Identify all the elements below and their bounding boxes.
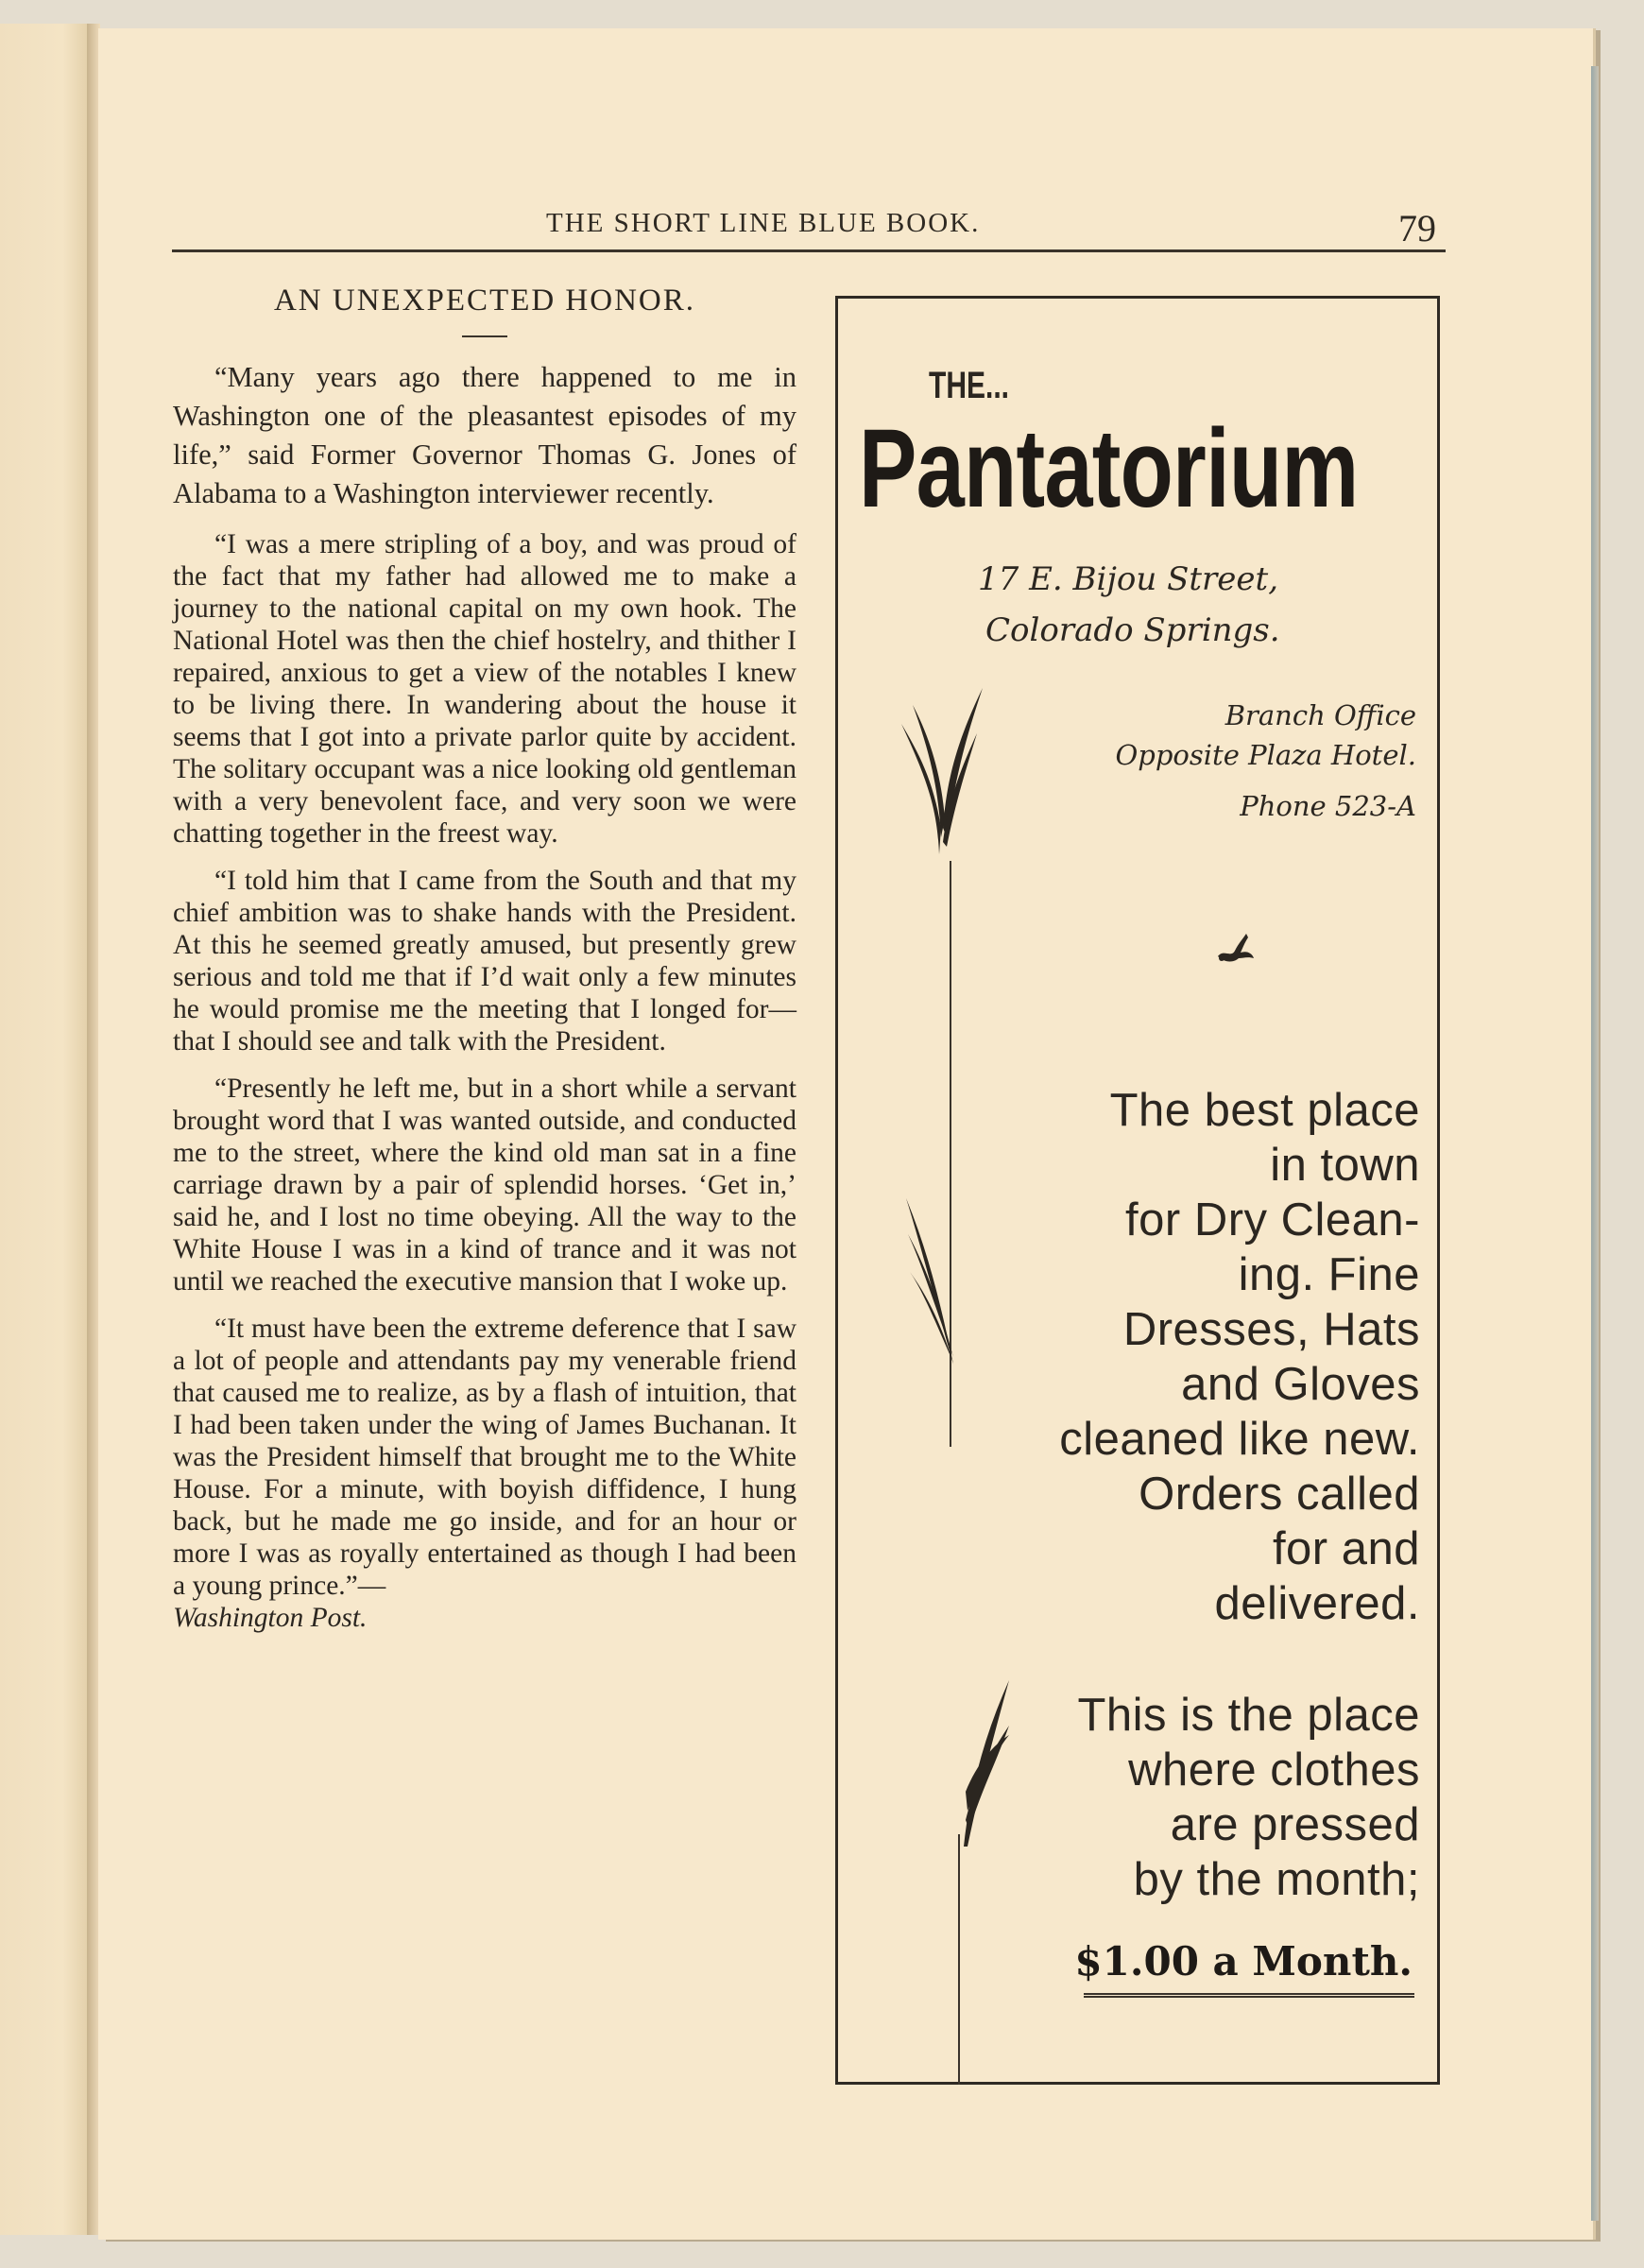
ad-the-label: THE... bbox=[929, 365, 1010, 406]
ad-body-cleaning bbox=[1004, 1083, 1420, 1631]
ad-body-line: delivered. bbox=[1214, 1578, 1420, 1629]
ad-body-line: for Dry Clean- bbox=[1125, 1194, 1420, 1246]
ornament-icon bbox=[1214, 930, 1256, 966]
ad-phone: Phone 523-A bbox=[1240, 790, 1416, 822]
leaf-spray-icon bbox=[899, 686, 985, 856]
article-source: Washington Post. bbox=[173, 1603, 368, 1633]
page-number: 79 bbox=[1398, 207, 1436, 249]
price-double-rule bbox=[1084, 1993, 1414, 1998]
page-stack-edge bbox=[1591, 66, 1599, 2221]
ad-body-line: The best place bbox=[1109, 1085, 1420, 1136]
ad-body-line: Dresses, Hats bbox=[1122, 1304, 1420, 1355]
ad-body-line: for and bbox=[1272, 1523, 1420, 1574]
header-rule bbox=[172, 249, 1446, 252]
left-page-edge bbox=[0, 24, 90, 2235]
leaf-spray-icon bbox=[904, 1196, 961, 1366]
ad-branch bbox=[1116, 696, 1416, 775]
article-paragraph: “Presently he left me, but in a short while a servant brought word that I was wanted outside, and conducted me to the street, where the kind old man sat in a fine carriage drawn by a pair of splendid horses. ‘Get in,’ said he, and I lost no time obeying. All the way to the White House I was in a kind of trance and it was not until we reached the executive mansion that I woke up. bbox=[173, 1074, 796, 1297]
ad-branch-line2: Opposite Plaza Hotel. bbox=[1115, 739, 1416, 771]
ad-address-line1: 17 E. Bijou Street, bbox=[978, 560, 1279, 598]
advertisement-box bbox=[835, 296, 1440, 2085]
ad-body-line: in town bbox=[1270, 1140, 1420, 1191]
ad-body-pressing bbox=[1004, 1688, 1420, 1907]
ad-body-line: where clothes bbox=[1128, 1744, 1420, 1796]
ad-body-line: Orders called bbox=[1139, 1469, 1420, 1520]
ad-body-line: and Gloves bbox=[1181, 1359, 1420, 1410]
title-rule bbox=[462, 335, 507, 337]
ad-business-name: Pantatorium bbox=[859, 406, 1359, 531]
article-paragraph: “I told him that I came from the South and that my chief ambition was to shake hands with the President. At this he seemed greatly amused, but presently grew serious and told me that if I’d wait only a few minutes he would promise me the meeting that I longed for—that I should see and talk with the President. bbox=[173, 866, 796, 1057]
article-column bbox=[173, 284, 796, 1649]
ad-body-line: This is the place bbox=[1077, 1690, 1420, 1741]
ad-price: $1.00 a Month. bbox=[1074, 1938, 1413, 1984]
article-title: AN UNEXPECTED HONOR. bbox=[273, 284, 696, 318]
ad-body-line: are pressed bbox=[1170, 1799, 1420, 1850]
ad-vertical-line bbox=[958, 1834, 960, 2085]
article-paragraph: “Many years ago there happened to me in Washington one of the pleasantest episodes of my life,” said Former Governor Thomas G. Jones of Alabama to a Washington interviewer recently. bbox=[173, 361, 796, 509]
article-paragraph-text: “It must have been the extreme deference that I saw a lot of people and attendants pay my venerable friend that caused me to realize, as by a flash of intuition, that I had been taken under the wing of James Buchanan. It was the President himself that brought me to the White House. For a minute, with boyish diffidence, I hung back, but he made me go inside, and for an hour or more I was as royally entertained as though I had been a young prince.”— bbox=[173, 1314, 796, 1601]
article-paragraph-last bbox=[173, 1313, 796, 1634]
ad-body-line: ing. Fine bbox=[1238, 1249, 1420, 1300]
article-paragraph: “I was a mere stripling of a boy, and was proud of the fact that my father had allowed me to make a journey to the national capital on my own hook. The National Hotel was then the chief hostelry, and thither I repaired, anxious to get a view of the notables I knew to be living there. In wandering about the house it seems that I got into a private parlor quite by accident. The solitary occupant was a nice looking old gentleman with a very benevolent face, and very soon we were chatting together in the freest way. bbox=[173, 529, 796, 849]
running-title: THE SHORT LINE BLUE BOOK. bbox=[546, 208, 981, 238]
ad-body-line: by the month; bbox=[1133, 1854, 1420, 1905]
ad-address-line2: Colorado Springs. bbox=[985, 611, 1280, 649]
ad-body-line: cleaned like new. bbox=[1059, 1414, 1420, 1465]
ad-branch-line1: Branch Office bbox=[1224, 699, 1416, 731]
ad-address bbox=[978, 554, 1280, 656]
